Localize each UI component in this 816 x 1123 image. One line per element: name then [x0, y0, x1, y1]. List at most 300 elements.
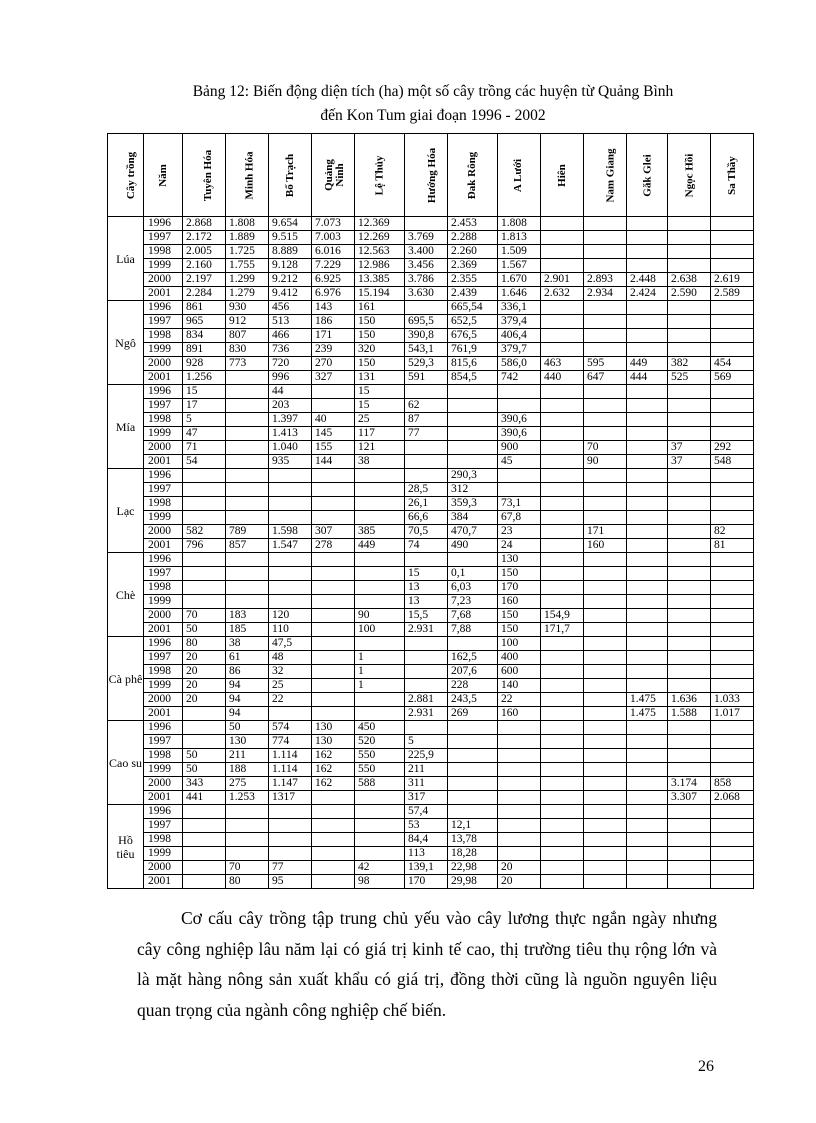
- value-cell: 130: [226, 735, 269, 749]
- value-cell: 47,5: [269, 637, 312, 651]
- column-header: [627, 134, 668, 217]
- column-header: [405, 134, 448, 217]
- value-cell: 161: [355, 301, 405, 315]
- year-cell: 1996: [144, 301, 183, 315]
- value-cell: [405, 721, 448, 735]
- value-cell: 12,1: [448, 819, 498, 833]
- year-cell: 2001: [144, 287, 183, 301]
- table-row: [108, 707, 754, 721]
- value-cell: 1.475: [627, 707, 668, 721]
- value-cell: 211: [405, 763, 448, 777]
- value-cell: 720: [269, 357, 312, 371]
- value-cell: 150: [498, 609, 541, 623]
- table-row: [108, 721, 754, 735]
- column-header-label: Hiên: [555, 163, 568, 187]
- value-cell: [711, 469, 754, 483]
- page-number: 26: [698, 1058, 714, 1075]
- value-cell: 9.654: [269, 217, 312, 231]
- year-cell: 1997: [144, 315, 183, 329]
- value-cell: [183, 875, 226, 889]
- column-header: [668, 134, 711, 217]
- value-cell: 463: [541, 357, 584, 371]
- table-row: [108, 441, 754, 455]
- year-cell: 1996: [144, 385, 183, 399]
- value-cell: [355, 483, 405, 497]
- value-cell: 2.868: [183, 217, 226, 231]
- value-cell: [711, 315, 754, 329]
- value-cell: [541, 539, 584, 553]
- value-cell: 5: [405, 735, 448, 749]
- value-cell: [498, 847, 541, 861]
- value-cell: 2.160: [183, 259, 226, 273]
- value-cell: [405, 651, 448, 665]
- value-cell: 130: [498, 553, 541, 567]
- table-row: [108, 245, 754, 259]
- crop-name-cell: Lúa: [108, 217, 144, 301]
- value-cell: [711, 595, 754, 609]
- value-cell: 9.515: [269, 231, 312, 245]
- value-cell: [541, 483, 584, 497]
- value-cell: [541, 245, 584, 259]
- year-cell: 1998: [144, 581, 183, 595]
- value-cell: 2.931: [405, 707, 448, 721]
- value-cell: 32: [269, 665, 312, 679]
- value-cell: [711, 245, 754, 259]
- value-cell: [627, 217, 668, 231]
- value-cell: 53: [405, 819, 448, 833]
- value-cell: [584, 245, 627, 259]
- value-cell: [448, 399, 498, 413]
- value-cell: 7.073: [312, 217, 355, 231]
- value-cell: 774: [269, 735, 312, 749]
- value-cell: 525: [668, 371, 711, 385]
- value-cell: 591: [405, 371, 448, 385]
- value-cell: 269: [448, 707, 498, 721]
- value-cell: [269, 707, 312, 721]
- table-row: [108, 679, 754, 693]
- value-cell: 1.114: [269, 763, 312, 777]
- value-cell: 6.925: [312, 273, 355, 287]
- value-cell: [668, 539, 711, 553]
- value-cell: 150: [498, 623, 541, 637]
- value-cell: [355, 693, 405, 707]
- value-cell: 22: [498, 693, 541, 707]
- value-cell: [584, 735, 627, 749]
- table-row: [108, 217, 754, 231]
- value-cell: [498, 385, 541, 399]
- value-cell: 343: [183, 777, 226, 791]
- value-cell: 12.269: [355, 231, 405, 245]
- value-cell: 12.986: [355, 259, 405, 273]
- value-cell: 150: [355, 315, 405, 329]
- value-cell: 40: [312, 413, 355, 427]
- value-cell: [355, 847, 405, 861]
- value-cell: [312, 875, 355, 889]
- value-cell: [541, 553, 584, 567]
- value-cell: 1.808: [226, 217, 269, 231]
- value-cell: [312, 679, 355, 693]
- value-cell: [405, 385, 448, 399]
- value-cell: 80: [183, 637, 226, 651]
- table-row: [108, 273, 754, 287]
- value-cell: 100: [498, 637, 541, 651]
- value-cell: [541, 777, 584, 791]
- table-row: [108, 581, 754, 595]
- value-cell: 390,6: [498, 427, 541, 441]
- value-cell: 290,3: [448, 469, 498, 483]
- value-cell: [312, 483, 355, 497]
- value-cell: 28,5: [405, 483, 448, 497]
- value-cell: [541, 511, 584, 525]
- year-cell: 2001: [144, 539, 183, 553]
- value-cell: [668, 469, 711, 483]
- value-cell: [541, 315, 584, 329]
- value-cell: [226, 455, 269, 469]
- value-cell: [226, 595, 269, 609]
- value-cell: 1.114: [269, 749, 312, 763]
- value-cell: [448, 805, 498, 819]
- year-cell: 1999: [144, 511, 183, 525]
- value-cell: [269, 483, 312, 497]
- value-cell: [711, 805, 754, 819]
- year-cell: 1999: [144, 427, 183, 441]
- value-cell: [498, 399, 541, 413]
- value-cell: [312, 609, 355, 623]
- value-cell: 243,5: [448, 693, 498, 707]
- value-cell: [711, 581, 754, 595]
- value-cell: 77: [405, 427, 448, 441]
- value-cell: [405, 469, 448, 483]
- value-cell: [584, 875, 627, 889]
- value-cell: 80: [226, 875, 269, 889]
- value-cell: [668, 819, 711, 833]
- value-cell: 13: [405, 581, 448, 595]
- year-cell: 1996: [144, 721, 183, 735]
- value-cell: [627, 595, 668, 609]
- table-row: [108, 763, 754, 777]
- table-row: [108, 497, 754, 511]
- value-cell: [627, 581, 668, 595]
- value-cell: 26,1: [405, 497, 448, 511]
- value-cell: [312, 651, 355, 665]
- value-cell: [584, 581, 627, 595]
- year-cell: 1998: [144, 833, 183, 847]
- value-cell: [668, 427, 711, 441]
- value-cell: 2.424: [627, 287, 668, 301]
- year-cell: 2000: [144, 357, 183, 371]
- value-cell: [269, 581, 312, 595]
- value-cell: [312, 693, 355, 707]
- value-cell: 2.934: [584, 287, 627, 301]
- value-cell: 188: [226, 763, 269, 777]
- value-cell: [711, 735, 754, 749]
- value-cell: [355, 595, 405, 609]
- value-cell: 5: [183, 413, 226, 427]
- value-cell: [668, 553, 711, 567]
- value-cell: 665,54: [448, 301, 498, 315]
- value-cell: 444: [627, 371, 668, 385]
- value-cell: [541, 861, 584, 875]
- value-cell: [269, 595, 312, 609]
- value-cell: [405, 679, 448, 693]
- value-cell: 490: [448, 539, 498, 553]
- value-cell: 66,6: [405, 511, 448, 525]
- value-cell: 320: [355, 343, 405, 357]
- value-cell: [711, 413, 754, 427]
- year-cell: 1999: [144, 259, 183, 273]
- value-cell: 47: [183, 427, 226, 441]
- year-cell: 2000: [144, 273, 183, 287]
- value-cell: [448, 455, 498, 469]
- value-cell: [541, 875, 584, 889]
- value-cell: [711, 399, 754, 413]
- value-cell: 94: [226, 707, 269, 721]
- value-cell: 588: [355, 777, 405, 791]
- value-cell: [711, 623, 754, 637]
- value-cell: [448, 749, 498, 763]
- year-cell: 1997: [144, 399, 183, 413]
- value-cell: 3.174: [668, 777, 711, 791]
- value-cell: 150: [498, 567, 541, 581]
- value-cell: [355, 833, 405, 847]
- value-cell: 2.632: [541, 287, 584, 301]
- value-cell: [541, 455, 584, 469]
- value-cell: [627, 623, 668, 637]
- value-cell: [183, 511, 226, 525]
- value-cell: 139,1: [405, 861, 448, 875]
- value-cell: [627, 483, 668, 497]
- value-cell: [226, 511, 269, 525]
- value-cell: [541, 805, 584, 819]
- value-cell: [584, 511, 627, 525]
- value-cell: 550: [355, 749, 405, 763]
- value-cell: [355, 637, 405, 651]
- year-cell: 1996: [144, 553, 183, 567]
- value-cell: [711, 511, 754, 525]
- value-cell: 2.369: [448, 259, 498, 273]
- value-cell: [668, 245, 711, 259]
- table-row: [108, 609, 754, 623]
- value-cell: [711, 763, 754, 777]
- value-cell: 50: [183, 623, 226, 637]
- value-cell: [448, 735, 498, 749]
- value-cell: 2.172: [183, 231, 226, 245]
- value-cell: 900: [498, 441, 541, 455]
- value-cell: 23: [498, 525, 541, 539]
- value-cell: 95: [269, 875, 312, 889]
- value-cell: [711, 679, 754, 693]
- value-cell: 37: [668, 441, 711, 455]
- value-cell: [668, 525, 711, 539]
- value-cell: [405, 441, 448, 455]
- value-cell: [627, 539, 668, 553]
- value-cell: [627, 511, 668, 525]
- table-row: [108, 553, 754, 567]
- value-cell: 6.016: [312, 245, 355, 259]
- value-cell: [405, 217, 448, 231]
- value-cell: [711, 567, 754, 581]
- value-cell: [711, 861, 754, 875]
- year-cell: 1997: [144, 567, 183, 581]
- column-header-label: Năm: [156, 163, 169, 187]
- value-cell: 582: [183, 525, 226, 539]
- value-cell: 15: [355, 385, 405, 399]
- table-row: [108, 315, 754, 329]
- value-cell: [711, 749, 754, 763]
- value-cell: [627, 441, 668, 455]
- value-cell: 162: [312, 763, 355, 777]
- value-cell: 652,5: [448, 315, 498, 329]
- value-cell: [541, 217, 584, 231]
- value-cell: 1317: [269, 791, 312, 805]
- year-cell: 1996: [144, 637, 183, 651]
- value-cell: [312, 469, 355, 483]
- table-row: [108, 301, 754, 315]
- year-cell: 1999: [144, 343, 183, 357]
- value-cell: 144: [312, 455, 355, 469]
- table-body: [108, 217, 754, 889]
- value-cell: [541, 679, 584, 693]
- year-cell: 1998: [144, 497, 183, 511]
- year-cell: 1997: [144, 735, 183, 749]
- value-cell: 61: [226, 651, 269, 665]
- value-cell: 595: [584, 357, 627, 371]
- value-cell: 7,68: [448, 609, 498, 623]
- value-cell: [627, 721, 668, 735]
- value-cell: [498, 749, 541, 763]
- value-cell: [312, 595, 355, 609]
- table-row: [108, 371, 754, 385]
- value-cell: 20: [183, 693, 226, 707]
- table-row: [108, 637, 754, 651]
- value-cell: [541, 385, 584, 399]
- value-cell: [448, 791, 498, 805]
- value-cell: [668, 749, 711, 763]
- crop-area-table-wrapper: [107, 133, 754, 889]
- value-cell: [668, 259, 711, 273]
- value-cell: 2.197: [183, 273, 226, 287]
- table-row: [108, 469, 754, 483]
- value-cell: [183, 469, 226, 483]
- value-cell: [498, 805, 541, 819]
- table-row: [108, 511, 754, 525]
- value-cell: [584, 791, 627, 805]
- value-cell: 50: [226, 721, 269, 735]
- value-cell: [312, 581, 355, 595]
- value-cell: [541, 469, 584, 483]
- column-header-label: A Lưới: [512, 158, 525, 192]
- value-cell: [269, 833, 312, 847]
- column-header: [144, 134, 183, 217]
- value-cell: 1: [355, 665, 405, 679]
- value-cell: [584, 637, 627, 651]
- value-cell: [627, 679, 668, 693]
- value-cell: 761,9: [448, 343, 498, 357]
- column-header-label: Găk Glei: [641, 153, 654, 197]
- value-cell: [541, 427, 584, 441]
- value-cell: 154,9: [541, 609, 584, 623]
- value-cell: [711, 301, 754, 315]
- value-cell: [226, 497, 269, 511]
- value-cell: [498, 777, 541, 791]
- year-cell: 2000: [144, 777, 183, 791]
- value-cell: [584, 595, 627, 609]
- value-cell: [541, 637, 584, 651]
- value-cell: [355, 707, 405, 721]
- column-header-label: Sa Thầy: [725, 155, 738, 195]
- table-header-row: [108, 134, 754, 217]
- value-cell: [312, 497, 355, 511]
- value-cell: 742: [498, 371, 541, 385]
- value-cell: [711, 553, 754, 567]
- value-cell: 162,5: [448, 651, 498, 665]
- value-cell: 1.889: [226, 231, 269, 245]
- year-cell: 1997: [144, 819, 183, 833]
- value-cell: [498, 735, 541, 749]
- value-cell: [584, 609, 627, 623]
- value-cell: 676,5: [448, 329, 498, 343]
- value-cell: [226, 567, 269, 581]
- value-cell: [183, 721, 226, 735]
- value-cell: [627, 847, 668, 861]
- value-cell: 548: [711, 455, 754, 469]
- value-cell: 170: [498, 581, 541, 595]
- value-cell: 90: [355, 609, 405, 623]
- value-cell: [668, 343, 711, 357]
- value-cell: 569: [711, 371, 754, 385]
- value-cell: 2.901: [541, 273, 584, 287]
- table-row: [108, 735, 754, 749]
- value-cell: 912: [226, 315, 269, 329]
- value-cell: [668, 861, 711, 875]
- value-cell: 450: [355, 721, 405, 735]
- value-cell: [448, 553, 498, 567]
- value-cell: 796: [183, 539, 226, 553]
- value-cell: [541, 791, 584, 805]
- value-cell: [312, 791, 355, 805]
- crop-name-cell: Ngô: [108, 301, 144, 385]
- value-cell: 834: [183, 329, 226, 343]
- value-cell: 307: [312, 525, 355, 539]
- value-cell: 121: [355, 441, 405, 455]
- value-cell: 12.563: [355, 245, 405, 259]
- year-cell: 2001: [144, 875, 183, 889]
- value-cell: 1.033: [711, 693, 754, 707]
- value-cell: 160: [498, 595, 541, 609]
- value-cell: 50: [183, 749, 226, 763]
- value-cell: 110: [269, 623, 312, 637]
- value-cell: [584, 469, 627, 483]
- value-cell: [668, 833, 711, 847]
- value-cell: [183, 833, 226, 847]
- value-cell: [584, 707, 627, 721]
- value-cell: 81: [711, 539, 754, 553]
- value-cell: 160: [584, 539, 627, 553]
- value-cell: [226, 385, 269, 399]
- value-cell: 807: [226, 329, 269, 343]
- value-cell: 29,98: [448, 875, 498, 889]
- value-cell: 57,4: [405, 805, 448, 819]
- value-cell: [355, 497, 405, 511]
- year-cell: 1996: [144, 469, 183, 483]
- table-row: [108, 455, 754, 469]
- value-cell: [627, 665, 668, 679]
- column-header-label: Lệ Thủy: [373, 155, 385, 195]
- value-cell: 586,0: [498, 357, 541, 371]
- value-cell: [627, 763, 668, 777]
- value-cell: [541, 567, 584, 581]
- value-cell: [355, 791, 405, 805]
